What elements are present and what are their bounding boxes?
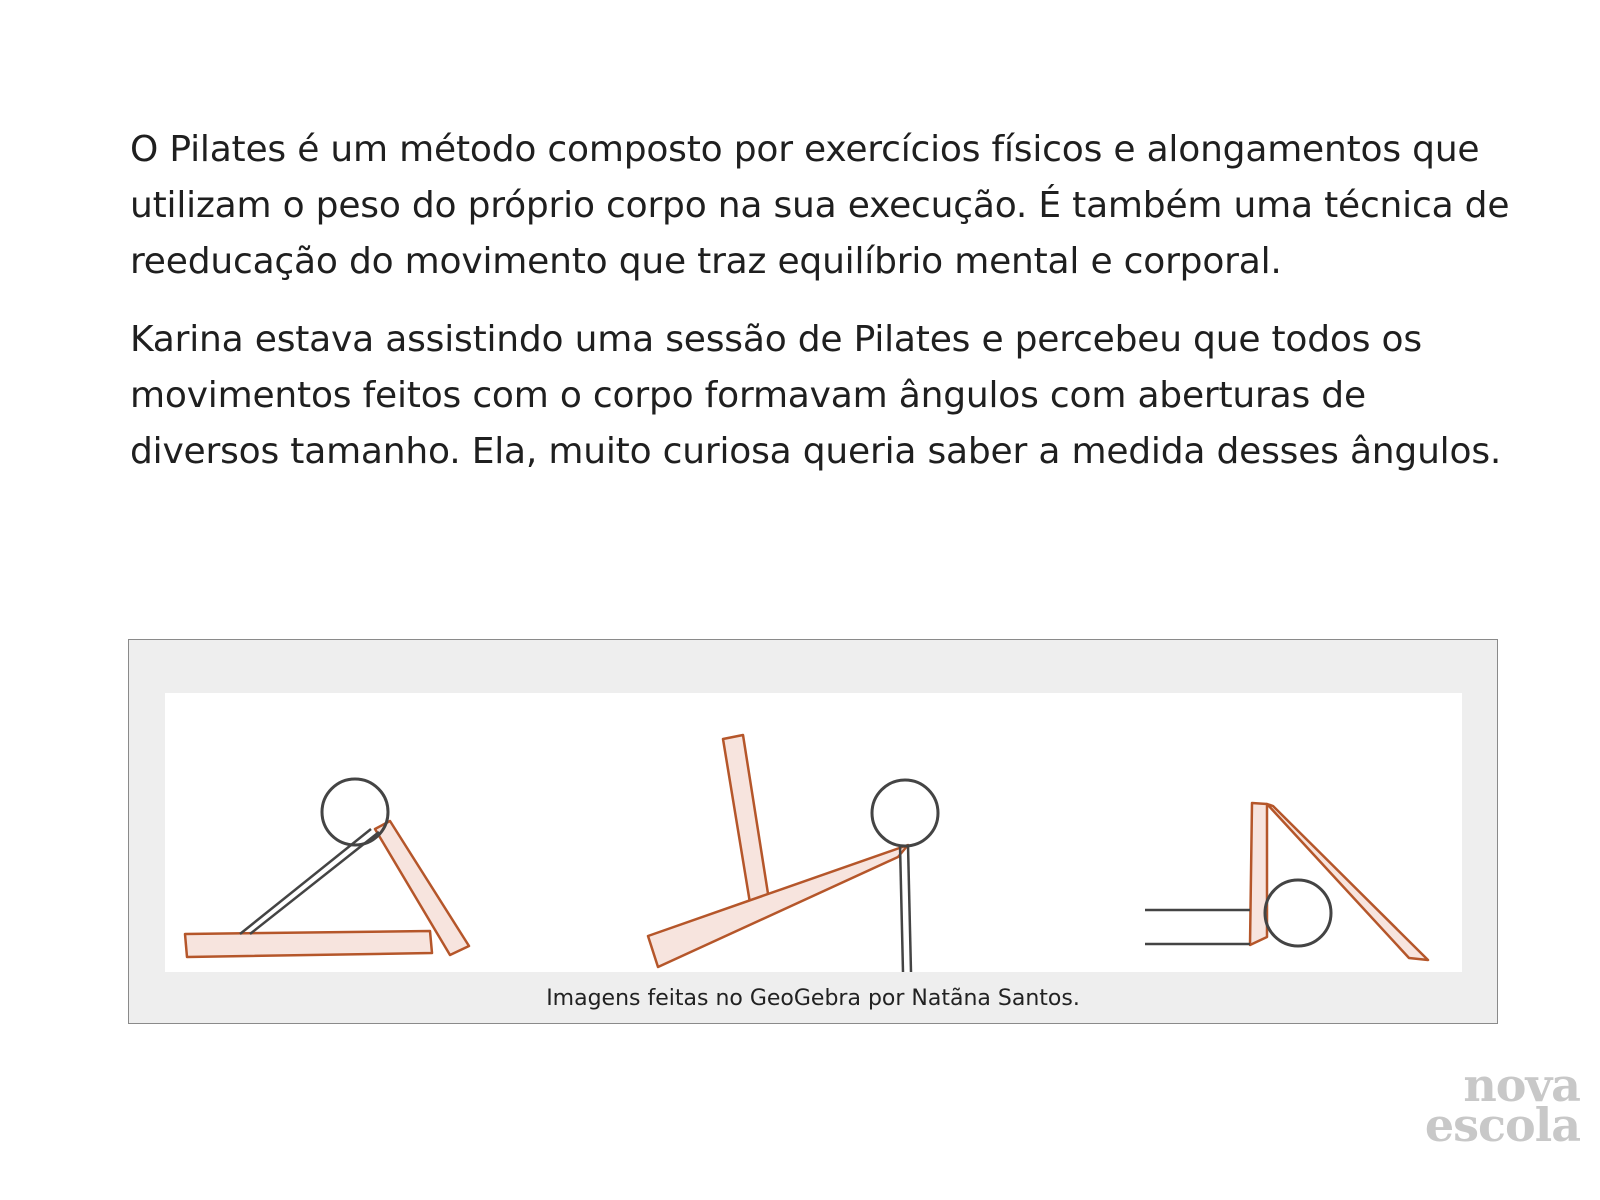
pose-2 [648, 735, 938, 972]
pose-1 [185, 779, 469, 957]
pose-1-legs [185, 931, 432, 957]
pose-3-head [1265, 880, 1331, 946]
logo-line-escola: escola [1424, 1098, 1580, 1152]
pose-2-arm-line-a [900, 845, 903, 972]
pose-2-arm-line-b [908, 845, 911, 972]
pose-2-leg [723, 735, 769, 903]
pilates-figures-svg [165, 693, 1462, 972]
pose-1-arm-line-b [250, 832, 379, 934]
pose-2-torso [648, 845, 908, 967]
text-block [130, 122, 1520, 502]
pose-3 [1145, 803, 1428, 960]
paragraph-karina: Karina estava assistindo uma sessão de Pilates e percebeu que todos os movimentos feitos com o corpo formavam ângulos com aberturas de diversos tamanho. Ela, muito curiosa queria saber a medida desses ângulos. [130, 319, 1502, 472]
pose-3-leg-back [1250, 803, 1267, 945]
paragraph-intro: O Pilates é um método composto por exercícios físicos e alongamentos que utilizam o peso do próprio corpo na sua execução. É também uma técnica de reeducação do movimento que traz equilíbrio mental e corporal. [130, 129, 1510, 282]
pose-1-head [322, 779, 388, 845]
logo-line-nova: nova [1463, 1058, 1580, 1112]
geogebra-figures [165, 693, 1462, 972]
nova-escola-logo [1420, 1058, 1580, 1152]
pose-2-head [872, 780, 938, 846]
figure-box [128, 639, 1498, 1024]
figure-caption: Imagens feitas no GeoGebra por Natãna Santos. [546, 986, 1080, 1011]
